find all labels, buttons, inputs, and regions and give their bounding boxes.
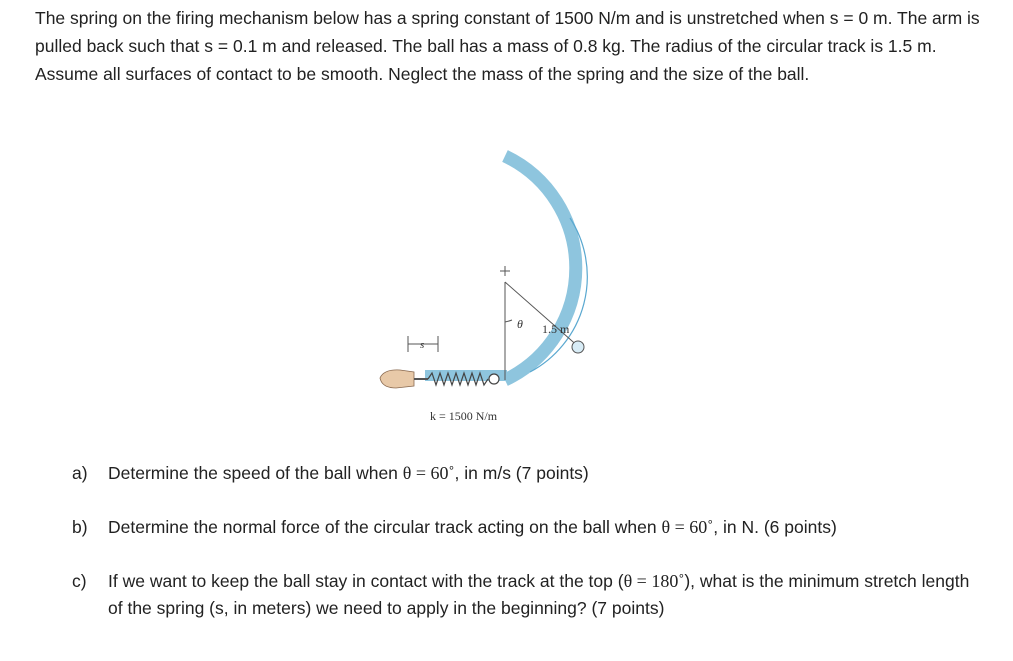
question-a-before: Determine the speed of the ball when xyxy=(108,463,403,483)
s-label: s xyxy=(420,339,425,351)
question-c-text xyxy=(108,568,978,622)
question-b-math: θ = 60˚ xyxy=(661,517,714,537)
question-a-math: θ = 60˚ xyxy=(402,463,455,483)
question-a-label: a) xyxy=(72,463,88,483)
ball xyxy=(572,341,584,353)
hand xyxy=(380,370,414,388)
question-b-before: Determine the normal force of the circular track acting on the ball when xyxy=(108,517,662,537)
question-c-after: ), what is the minimum stretch length of the spring (s, in meters) we need to apply in the beginning? (7 points) xyxy=(108,571,970,618)
spring-constant-label: k = 1500 N/m xyxy=(430,409,498,423)
question-b-text xyxy=(108,514,978,541)
angle-label: θ xyxy=(517,317,523,331)
radius-label: 1.5 m xyxy=(542,322,570,336)
problem-statement: The spring on the firing mechanism below has a spring constant of 1500 N/m and is unstretched when s = 0 m. The arm is pulled back such that s = 0.1 m and released. The ball has a mass of 0.8 kg. The radius of the circular track is 1.5 m. Assume all surfaces of contact to be smooth. Neglect the mass of the spring and the size of the ball. xyxy=(35,8,980,84)
figure-track-diagram xyxy=(370,140,640,440)
question-c-before: If we want to keep the ball stay in contact with the track at the top ( xyxy=(108,571,624,591)
question-c-label: c) xyxy=(72,571,87,591)
question-b-label: b) xyxy=(72,517,88,537)
question-b-after: , in N. (6 points) xyxy=(713,517,837,537)
question-c-math: θ = 180˚ xyxy=(623,571,685,591)
question-a-text xyxy=(108,460,978,487)
circular-track xyxy=(505,156,576,380)
question-a-after: , in m/s (7 points) xyxy=(454,463,589,483)
track-diagram-svg xyxy=(370,140,640,440)
